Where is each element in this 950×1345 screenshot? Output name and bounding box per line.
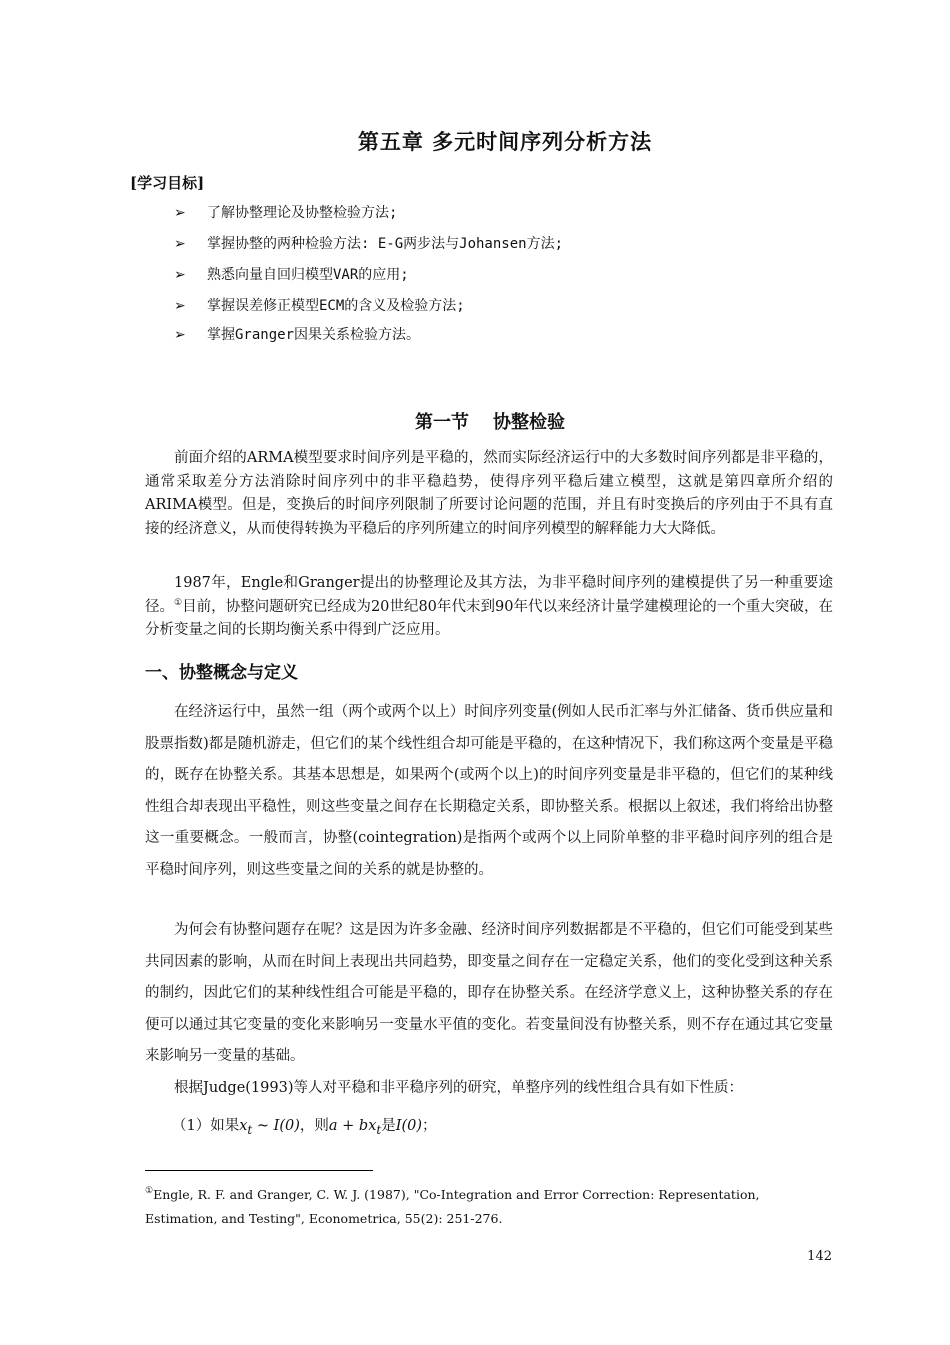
objective-item (174, 324, 420, 344)
objective-item (174, 233, 563, 253)
objective-text: 掌握Granger因果关系检验方法。 (207, 327, 421, 343)
footnote-text: Engle, R. F. and Granger, C. W. J. (1987), "Co-Integration and Error Correction: Representation, Estimation, and Testing", Econometrica, 55(2): 251-276. (145, 1187, 760, 1226)
objective-text: 掌握协整的两种检验方法: E-G两步法与Johansen方法; (207, 236, 564, 252)
section-name: 协整检验 (493, 412, 565, 433)
intro-paragraph-2 (145, 572, 833, 643)
math-expr: a + bx (328, 1118, 377, 1134)
page-number: 142 (807, 1249, 832, 1264)
objectives-heading: [学习目标] (130, 174, 205, 192)
arrow-bullet-icon: ➢ (174, 236, 186, 252)
math-var-x: x (239, 1118, 248, 1134)
concept-paragraph-2: 为何会有协整问题存在呢？这是因为许多金融、经济时间序列数据都是不平稳的，但它们可能受到某些共同因素的影响，从而在时间上表现出共同趋势，即变量之间存在一定稳定关系，他们的变化受到这种关系的制约，因此它们的某种线性组合可能是平稳的，即存在协整关系。在经济学意义上，这种协整关系的存在便可以通过其它变量的变化来影响另一变量水平值的变化。若变量间没有协整关系，则不存在通过其它变量来影响另一变量的基础。 (145, 922, 833, 1065)
arrow-bullet-icon: ➢ (174, 205, 186, 221)
footnote-reference: ① (174, 597, 183, 608)
chapter-title: 第五章 多元时间序列分析方法 (357, 130, 653, 154)
intro-paragraph-2-b: 目前，协整问题研究已经成为20世纪80年代末到90年代以来经济计量学建模理论的一个重大突破，在分析变量之间的长期均衡关系中得到广泛应用。 (145, 598, 833, 639)
objective-item (174, 295, 465, 315)
arrow-bullet-icon: ➢ (174, 298, 186, 314)
math-result: I(0) (395, 1118, 423, 1134)
arrow-bullet-icon: ➢ (174, 327, 186, 343)
section-title (0, 408, 950, 434)
property-item-1 (172, 1114, 437, 1137)
footnote-divider (145, 1170, 373, 1171)
objective-item (174, 264, 409, 284)
intro-paragraph-2-a: 1987年，Engle和Granger提出的协整理论及其方法，为非平稳时间序列的建模提供了另一种重要途径。 (145, 575, 833, 615)
concept-paragraph-3: 根据Judge(1993)等人对平稳和非平稳序列的研究，单整序列的线性组合具有如下性质： (174, 1080, 744, 1096)
math-rel: ~ I(0) (252, 1118, 300, 1134)
property-end: ； (422, 1118, 437, 1134)
concept-paragraph-1: 在经济运行中，虽然一组（两个或两个以上）时间序列变量(例如人民币汇率与外汇储备、货币供应量和股票指数)都是随机游走，但它们的某个线性组合却可能是平稳的，在这种情况下，我们称这两个变量是平稳的，既存在协整关系。其基本思想是，如果两个(或两个以上)的时间序列变量是非平稳的，但它们的某种线性组合却表现出平稳性，则这些变量之间存在长期稳定关系，即协整关系。根据以上叙述，我们将给出协整这一重要概念。一般而言，协整(cointegration)是指两个或两个以上同阶单整的非平稳时间序列的组合是平稳时间序列，则这些变量之间的关系的就是协整的。 (145, 704, 833, 878)
objective-text: 了解协整理论及协整检验方法; (207, 205, 398, 221)
property-label: （1）如果 (172, 1118, 240, 1134)
arrow-bullet-icon: ➢ (174, 267, 186, 283)
objective-text: 熟悉向量自回归模型VAR的应用; (207, 267, 409, 283)
intro-paragraph-1: 前面介绍的ARMA模型要求时间序列是平稳的，然而实际经济运行中的大多数时间序列都是非平稳的，通常采取差分方法消除时间序列中的非平稳趋势，使得序列平稳后建立模型，这就是第四章所介绍的ARIMA模型。但是，变换后的时间序列限制了所要讨论问题的范围，并且有时变换后的序列由于不具有直接的经济意义，从而使得转换为平稳后的序列所建立的时间序列模型的解释能力大大降低。 (145, 450, 833, 537)
property-is: 是 (381, 1118, 396, 1134)
math-sub-t: t (376, 1122, 382, 1137)
footnote-marker: ① (145, 1186, 154, 1196)
section-label: 第一节 (415, 412, 469, 433)
subsection-title: 一、协整概念与定义 (145, 663, 298, 683)
property-then: ，则 (299, 1118, 329, 1134)
objective-item (174, 202, 397, 222)
math-sub-t: t (247, 1122, 253, 1137)
objective-text: 掌握误差修正模型ECM的含义及检验方法; (207, 298, 465, 314)
footnote (145, 1183, 833, 1231)
